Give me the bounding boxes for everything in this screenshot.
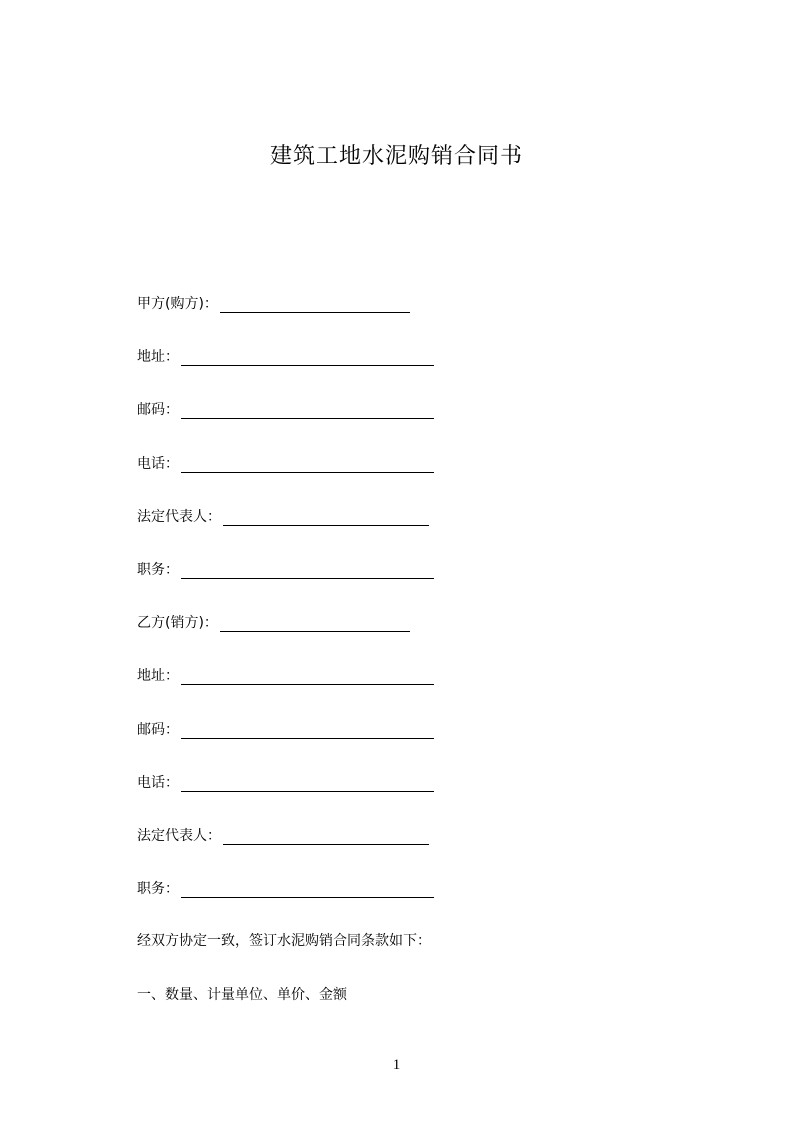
- party-a-position-label: 职务：: [137, 562, 179, 578]
- party-a-legal-rep-label: 法定代表人：: [137, 509, 221, 525]
- party-b-position-blank[interactable]: [181, 879, 434, 898]
- party-b-phone-label: 电话：: [137, 775, 179, 791]
- party-a-header-row: [137, 290, 410, 314]
- party-a-phone-blank[interactable]: [181, 454, 434, 473]
- party-b-legal-rep-row: [137, 822, 429, 846]
- party-a-postcode-row: [137, 396, 434, 420]
- party-b-position-row: [137, 875, 434, 899]
- party-a-header-label: 甲方(购方)：: [137, 296, 218, 312]
- party-b-address-row: [137, 662, 434, 686]
- intro-paragraph: 经双方协定一致，签订水泥购销合同条款如下：: [137, 933, 431, 949]
- party-b-phone-row: [137, 769, 434, 793]
- page-number: 1: [392, 1057, 401, 1073]
- party-b-address-blank[interactable]: [181, 666, 434, 685]
- party-a-phone-row: [137, 450, 434, 474]
- party-a-postcode-blank[interactable]: [181, 400, 434, 419]
- party-b-postcode-row: [137, 716, 434, 740]
- party-a-position-blank[interactable]: [181, 560, 434, 579]
- party-b-phone-blank[interactable]: [181, 773, 434, 792]
- party-b-postcode-label: 邮码：: [137, 722, 179, 738]
- party-a-legal-rep-blank[interactable]: [223, 507, 429, 526]
- party-b-legal-rep-label: 法定代表人：: [137, 828, 221, 844]
- party-b-legal-rep-blank[interactable]: [223, 826, 429, 845]
- party-b-header-row: [137, 609, 410, 633]
- party-b-postcode-blank[interactable]: [181, 720, 434, 739]
- party-a-position-row: [137, 556, 434, 580]
- party-a-address-label: 地址：: [137, 349, 179, 365]
- party-a-address-row: [137, 343, 434, 367]
- party-b-header-label: 乙方(销方)：: [137, 615, 218, 631]
- party-b-name-blank[interactable]: [220, 613, 410, 632]
- section-1-heading: 一、数量、计量单位、单价、金额: [137, 987, 347, 1003]
- party-b-position-label: 职务：: [137, 881, 179, 897]
- party-a-legal-rep-row: [137, 503, 429, 527]
- party-a-address-blank[interactable]: [181, 347, 434, 366]
- party-a-name-blank[interactable]: [220, 294, 410, 313]
- party-b-address-label: 地址：: [137, 668, 179, 684]
- party-a-postcode-label: 邮码：: [137, 402, 179, 418]
- document-title: 建筑工地水泥购销合同书: [269, 144, 523, 169]
- party-a-phone-label: 电话：: [137, 456, 179, 472]
